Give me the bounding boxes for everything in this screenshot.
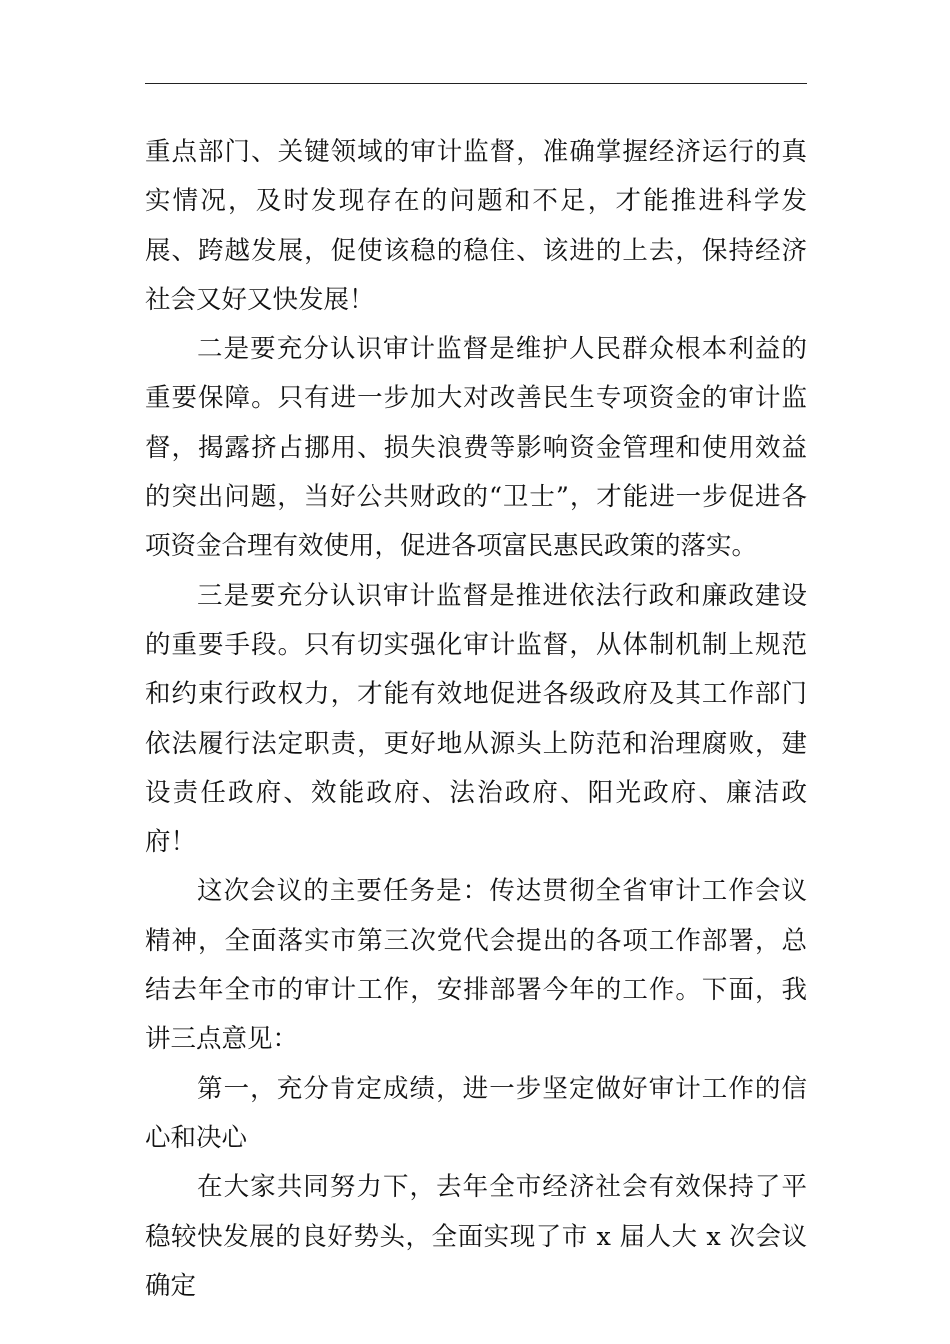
paragraph-4: 这次会议的主要任务是：传达贯彻全省审计工作会议精神，全面落实市第三次党代会提出的各项工作部署，总结去年全市的审计工作，安排部署今年的工作。下面，我讲三点意见：: [145, 876, 807, 1055]
paragraph-6: 在大家共同努力下，去年全市经济社会有效保持了平稳较快发展的良好势头，全面实现了市 x 届人大 x 次会议确定: [145, 1172, 807, 1301]
paragraph-2: 二是要充分认识审计监督是维护人民群众根本利益的重要保障。只有进一步加大对改善民生专项资金的审计监督，揭露挤占挪用、损失浪费等影响资金管理和使用效益的突出问题，当好公共财政的“卫士”，才能进一步促进各项资金合理有效使用，促进各项富民惠民政策的落实。: [145, 334, 807, 562]
paragraph-1: 重点部门、关键领域的审计监督，准确掌握经济运行的真实情况，及时发现存在的问题和不足，才能推进科学发展、跨越发展，促使该稳的稳住、该进的上去，保持经济社会又好又快发展！: [145, 137, 807, 315]
header-rule: [145, 83, 807, 84]
paragraph-3: 三是要充分认识审计监督是推进依法行政和廉政建设的重要手段。只有切实强化审计监督，从体制机制上规范和约束行政权力，才能有效地促进各级政府及其工作部门依法履行法定职责，更好地从源头上防范和治理腐败，建设责任政府、效能政府、法治政府、阳光政府、廉洁政府！: [145, 580, 807, 858]
document-body: [145, 128, 807, 1311]
paragraph-5-section-heading: 第一，充分肯定成绩，进一步坚定做好审计工作的信心和决心: [145, 1073, 807, 1153]
